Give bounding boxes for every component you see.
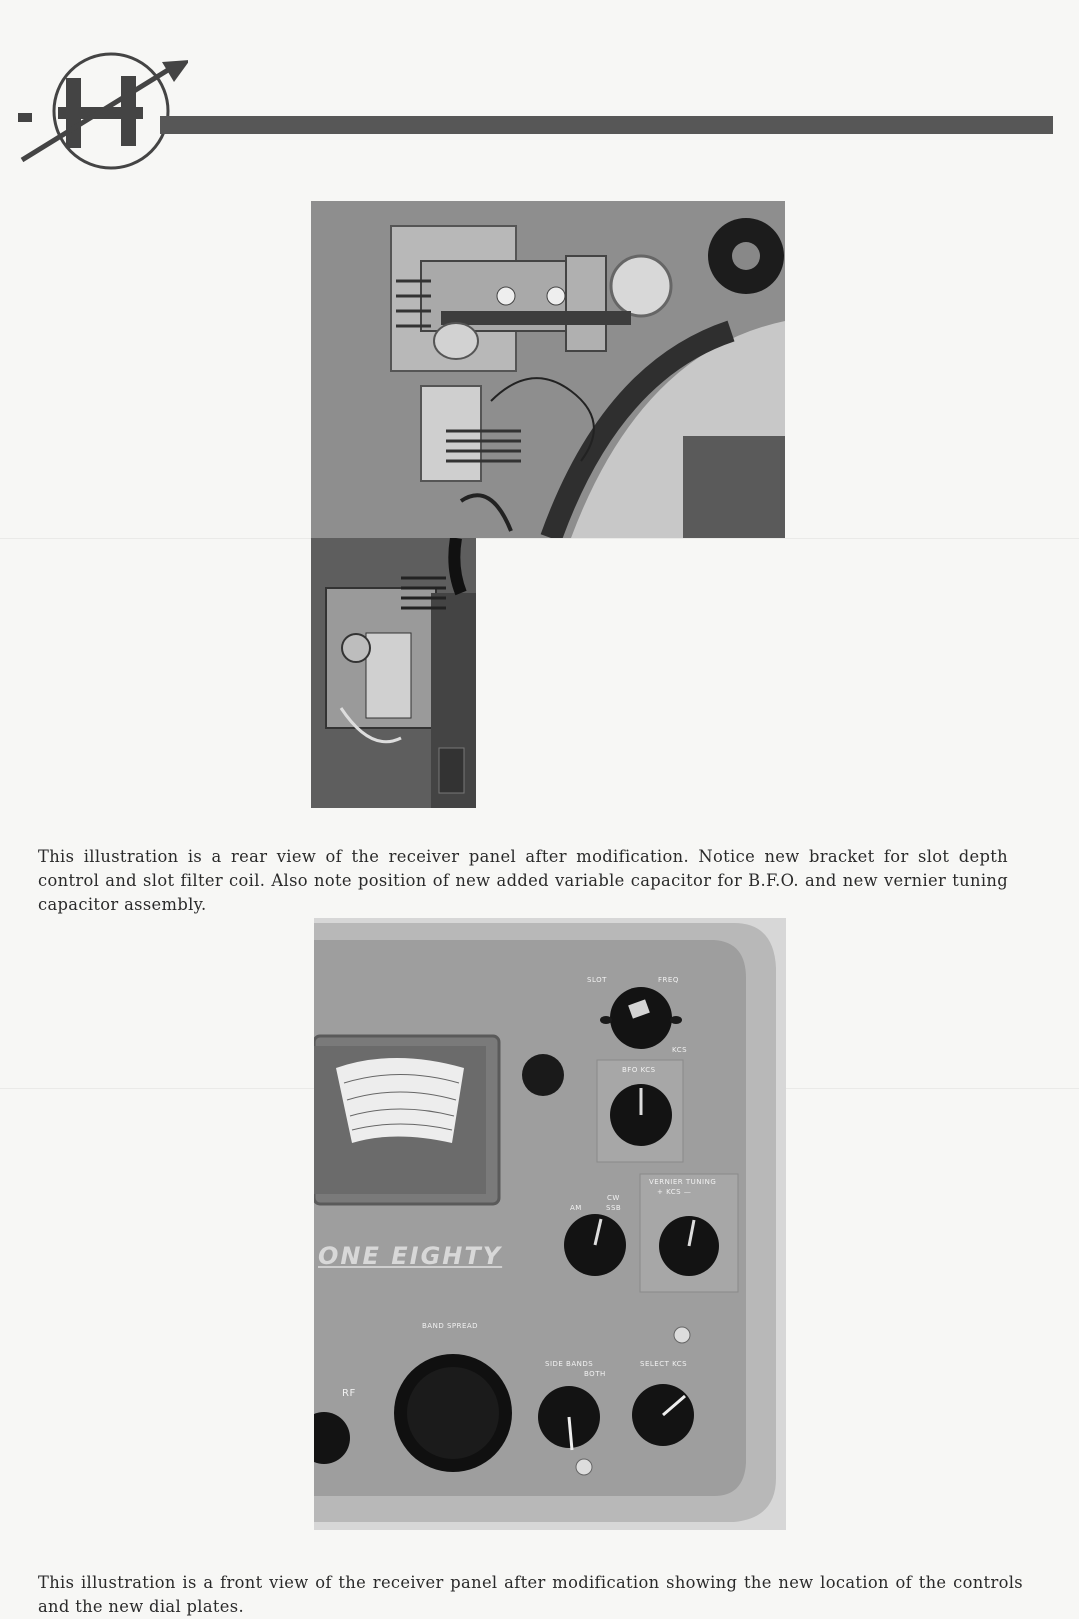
rear-view-photo-lower	[311, 538, 476, 808]
vernier-kcs-label: + KCS —	[657, 1188, 692, 1196]
cw-label: CW	[607, 1194, 620, 1202]
am-label: AM	[570, 1204, 582, 1212]
both-label: BOTH	[584, 1370, 606, 1378]
select-kcs-label: SELECT KCS	[640, 1360, 688, 1368]
vernier-tuning-label: VERNIER TUNING	[649, 1178, 717, 1186]
freq-label: FREQ	[658, 976, 679, 984]
front-view-photo	[314, 918, 786, 1530]
rear-view-photo	[311, 201, 785, 538]
band-spread-label: BAND SPREAD	[422, 1322, 479, 1330]
caption-front-view: This illustration is a front view of the receiver panel after modification showing the new location of the controls and the new dial plates.	[38, 1573, 1023, 1617]
side-bands-label: SIDE BANDS	[545, 1360, 594, 1368]
rf-label: RF	[342, 1388, 356, 1399]
fold-crease	[0, 538, 1079, 539]
bfo-kcs-label: BFO KCS	[622, 1066, 656, 1074]
hallicrafters-logo-icon	[18, 48, 188, 173]
ssb-label: SSB	[606, 1204, 622, 1212]
slot-label: SLOT	[587, 976, 607, 984]
header-rule	[160, 116, 1053, 134]
caption-rear-view: This illustration is a rear view of the receiver panel after modification. Notice new bracket for slot depth control and slot filter coil. Also note position of new added variable capacitor for B.F.O. and new vernier tuning capacitor assembly.	[38, 847, 1008, 915]
brand-one-eighty: ONE EIGHTY	[318, 1242, 503, 1270]
kcs-label: KCS	[672, 1046, 688, 1054]
